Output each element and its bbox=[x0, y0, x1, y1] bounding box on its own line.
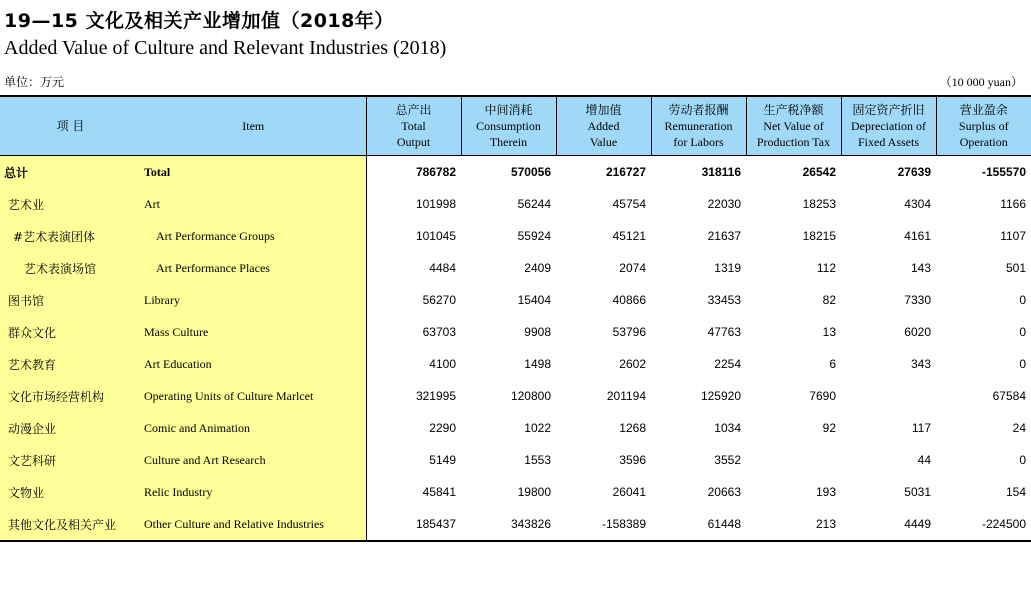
column-header bbox=[556, 96, 651, 156]
column-header-en2: Fixed Assets bbox=[857, 135, 919, 149]
row-label-en: Total bbox=[141, 156, 366, 189]
column-header-en1: Depreciation of bbox=[851, 119, 926, 133]
row-label-en: Culture and Art Research bbox=[141, 444, 366, 476]
table-cell: 101998 bbox=[415, 197, 456, 211]
row-label-cn: 艺术业 bbox=[0, 188, 141, 220]
table-cell: 213 bbox=[746, 508, 841, 541]
row-label-cn: 文化市场经营机构 bbox=[0, 380, 141, 412]
table-cell: 125920 bbox=[700, 389, 741, 403]
column-header bbox=[461, 96, 556, 156]
row-label-cn: 文物业 bbox=[0, 476, 141, 508]
table-cell: 1553 bbox=[524, 453, 551, 467]
table-cell: 56270 bbox=[422, 293, 456, 307]
column-header-en2: Production Tax bbox=[756, 135, 831, 149]
table-cell: 216727 bbox=[605, 165, 646, 179]
table-cell: 47763 bbox=[707, 325, 741, 339]
table-cell: 20663 bbox=[707, 485, 741, 499]
table-cell: 343 bbox=[910, 357, 931, 371]
table-cell: 56244 bbox=[517, 197, 551, 211]
table-row bbox=[0, 412, 1031, 444]
table-cell: 9908 bbox=[524, 325, 551, 339]
table-cell: 143 bbox=[910, 261, 931, 275]
row-label-en: Mass Culture bbox=[141, 316, 366, 348]
row-label-en: Art bbox=[141, 188, 366, 220]
table-row bbox=[0, 284, 1031, 316]
table-cell: 0 bbox=[1019, 453, 1026, 467]
table-row bbox=[0, 348, 1031, 380]
row-label-en: Operating Units of Culture Marlcet bbox=[141, 380, 366, 412]
table-cell: 3596 bbox=[619, 453, 646, 467]
page-title-cn: 19—15 文化及相关产业增加值（2018年） bbox=[4, 10, 394, 32]
table-cell: 112 bbox=[816, 261, 836, 275]
table-cell: 0 bbox=[1019, 293, 1026, 307]
column-header-en1: Remuneration bbox=[664, 119, 733, 133]
table-cell: 0 bbox=[1019, 357, 1026, 371]
table-cell: 26041 bbox=[612, 485, 646, 499]
column-header bbox=[651, 96, 746, 156]
table-cell: 6020 bbox=[904, 325, 931, 339]
column-header bbox=[936, 96, 1031, 156]
table-cell: 154 bbox=[1005, 485, 1026, 499]
table-cell: 4449 bbox=[841, 508, 936, 541]
column-header-en2: Value bbox=[589, 135, 618, 149]
row-label-cn: #艺术表演团体 bbox=[0, 220, 141, 252]
table-cell: 45121 bbox=[612, 229, 646, 243]
table-cell: 5031 bbox=[904, 485, 931, 499]
data-table bbox=[0, 95, 1031, 542]
table-cell: 27639 bbox=[897, 165, 931, 179]
table-cell: 1319 bbox=[714, 261, 741, 275]
column-header-cn: 生产税净额 bbox=[763, 103, 824, 117]
row-label-cn: 文艺科研 bbox=[0, 444, 141, 476]
table-cell: 1034 bbox=[714, 421, 741, 435]
header-item-cn-label: 项 目 bbox=[56, 119, 85, 133]
table-cell: 40866 bbox=[612, 293, 646, 307]
table-cell: 501 bbox=[1005, 261, 1026, 275]
row-label-en: Art Performance Groups bbox=[141, 220, 366, 252]
column-header-cn: 增加值 bbox=[585, 103, 622, 117]
column-header bbox=[746, 96, 841, 156]
table-cell: 1498 bbox=[524, 357, 551, 371]
table-cell: 21637 bbox=[707, 229, 741, 243]
column-header-cn: 中间消耗 bbox=[484, 103, 533, 117]
column-header-en1: Added bbox=[587, 119, 620, 133]
table-cell: 92 bbox=[822, 421, 836, 435]
table-cell: 2290 bbox=[429, 421, 456, 435]
row-label-cn: 艺术教育 bbox=[0, 348, 141, 380]
table-cell: 45754 bbox=[612, 197, 646, 211]
table-cell: 45841 bbox=[422, 485, 456, 499]
header-item-en-label: Item bbox=[242, 119, 265, 133]
table-cell: 2602 bbox=[619, 357, 646, 371]
table-cell: 2409 bbox=[524, 261, 551, 275]
column-header-en2: for Labors bbox=[673, 135, 724, 149]
table-row bbox=[0, 380, 1031, 412]
table-cell bbox=[746, 444, 841, 476]
table-cell: 4161 bbox=[904, 229, 931, 243]
table-cell: 55924 bbox=[517, 229, 551, 243]
table-cell: 19800 bbox=[517, 485, 551, 499]
table-cell: 7690 bbox=[809, 389, 836, 403]
unit-label-en: （10 000 yuan） bbox=[939, 75, 1023, 89]
table-cell: 53796 bbox=[612, 325, 646, 339]
table-cell: 786782 bbox=[415, 165, 456, 179]
column-header-cn: 固定资产折旧 bbox=[852, 103, 925, 117]
table-cell: 82 bbox=[822, 293, 836, 307]
table-cell: 2254 bbox=[714, 357, 741, 371]
table-cell: -158389 bbox=[556, 508, 651, 541]
table-cell: 117 bbox=[911, 421, 931, 435]
table-row bbox=[0, 220, 1031, 252]
header-item-en bbox=[141, 96, 366, 156]
row-label-en: Other Culture and Relative Industries bbox=[141, 508, 366, 541]
column-header-en1: Net Value of bbox=[763, 119, 824, 133]
column-header-cn: 总产出 bbox=[395, 103, 432, 117]
row-label-en: Library bbox=[141, 284, 366, 316]
column-header-en2: Operation bbox=[959, 135, 1008, 149]
table-cell: 1022 bbox=[524, 421, 551, 435]
table-row bbox=[0, 188, 1031, 220]
table-cell: 201194 bbox=[606, 389, 646, 403]
column-header bbox=[841, 96, 936, 156]
table-cell: 18215 bbox=[802, 229, 836, 243]
header-item-cn bbox=[0, 96, 141, 156]
table-row bbox=[0, 444, 1031, 476]
table-cell bbox=[841, 380, 936, 412]
row-label-cn: 图书馆 bbox=[0, 284, 141, 316]
table-cell: 33453 bbox=[707, 293, 741, 307]
table-cell: 7330 bbox=[904, 293, 931, 307]
table-header bbox=[0, 96, 1031, 156]
row-label-cn: 其他文化及相关产业 bbox=[0, 508, 141, 541]
table-cell: 193 bbox=[815, 485, 836, 499]
row-label-en: Art Education bbox=[141, 348, 366, 380]
table-cell: 0 bbox=[1019, 325, 1026, 339]
table-body bbox=[0, 156, 1031, 542]
table-cell: 22030 bbox=[707, 197, 741, 211]
table-row bbox=[0, 508, 1031, 541]
table-cell: 67584 bbox=[992, 389, 1026, 403]
table-cell: 18253 bbox=[802, 197, 836, 211]
table-cell: 6 bbox=[829, 357, 836, 371]
column-header-en2: Output bbox=[396, 135, 431, 149]
table-cell: 24 bbox=[1012, 421, 1026, 435]
table-cell: 44 bbox=[917, 453, 931, 467]
table-cell: 570056 bbox=[510, 165, 551, 179]
table-cell: 4304 bbox=[904, 197, 931, 211]
row-label-cn: 群众文化 bbox=[0, 316, 141, 348]
table-cell: 3552 bbox=[714, 453, 741, 467]
table-cell: 1107 bbox=[1000, 229, 1026, 243]
page-title-en: Added Value of Culture and Relevant Industries (2018) bbox=[4, 37, 447, 59]
column-header-en1: Consumption bbox=[476, 119, 541, 133]
row-label-cn: 总计 bbox=[0, 156, 141, 189]
unit-label-cn: 单位：万元 bbox=[4, 75, 65, 89]
table-cell: 63703 bbox=[422, 325, 456, 339]
table-cell: -224500 bbox=[936, 508, 1031, 541]
row-label-cn: 动漫企业 bbox=[0, 412, 141, 444]
table-cell: 318116 bbox=[701, 165, 741, 179]
row-label-en: Comic and Animation bbox=[141, 412, 366, 444]
table-cell: 101045 bbox=[415, 229, 456, 243]
column-header-en1: Total bbox=[401, 119, 426, 133]
table-row bbox=[0, 156, 1031, 189]
column-header-en2: Therein bbox=[489, 135, 528, 149]
table-row bbox=[0, 476, 1031, 508]
table-cell: -155570 bbox=[981, 165, 1026, 179]
row-label-en: Relic Industry bbox=[141, 476, 366, 508]
table-row bbox=[0, 316, 1031, 348]
column-header-en1: Surplus of bbox=[958, 119, 1009, 133]
table-cell: 1166 bbox=[1000, 197, 1026, 211]
column-header-cn: 营业盈余 bbox=[959, 103, 1008, 117]
table-row bbox=[0, 252, 1031, 284]
column-header-cn: 劳动者报酬 bbox=[668, 103, 729, 117]
column-header bbox=[366, 96, 461, 156]
table-cell: 343826 bbox=[461, 508, 556, 541]
table-cell: 1268 bbox=[619, 421, 646, 435]
table-cell: 185437 bbox=[366, 508, 461, 541]
table-cell: 4484 bbox=[429, 261, 456, 275]
table-cell: 321995 bbox=[415, 389, 456, 403]
table-cell: 15404 bbox=[517, 293, 551, 307]
table-cell: 4100 bbox=[429, 357, 456, 371]
row-label-en: Art Performance Places bbox=[141, 252, 366, 284]
table-cell: 13 bbox=[822, 325, 836, 339]
table-cell: 120800 bbox=[510, 389, 551, 403]
table-cell: 61448 bbox=[651, 508, 746, 541]
table-cell: 26542 bbox=[802, 165, 836, 179]
table-cell: 2074 bbox=[619, 261, 646, 275]
table-cell: 5149 bbox=[429, 453, 456, 467]
row-label-cn: 艺术表演场馆 bbox=[0, 252, 141, 284]
